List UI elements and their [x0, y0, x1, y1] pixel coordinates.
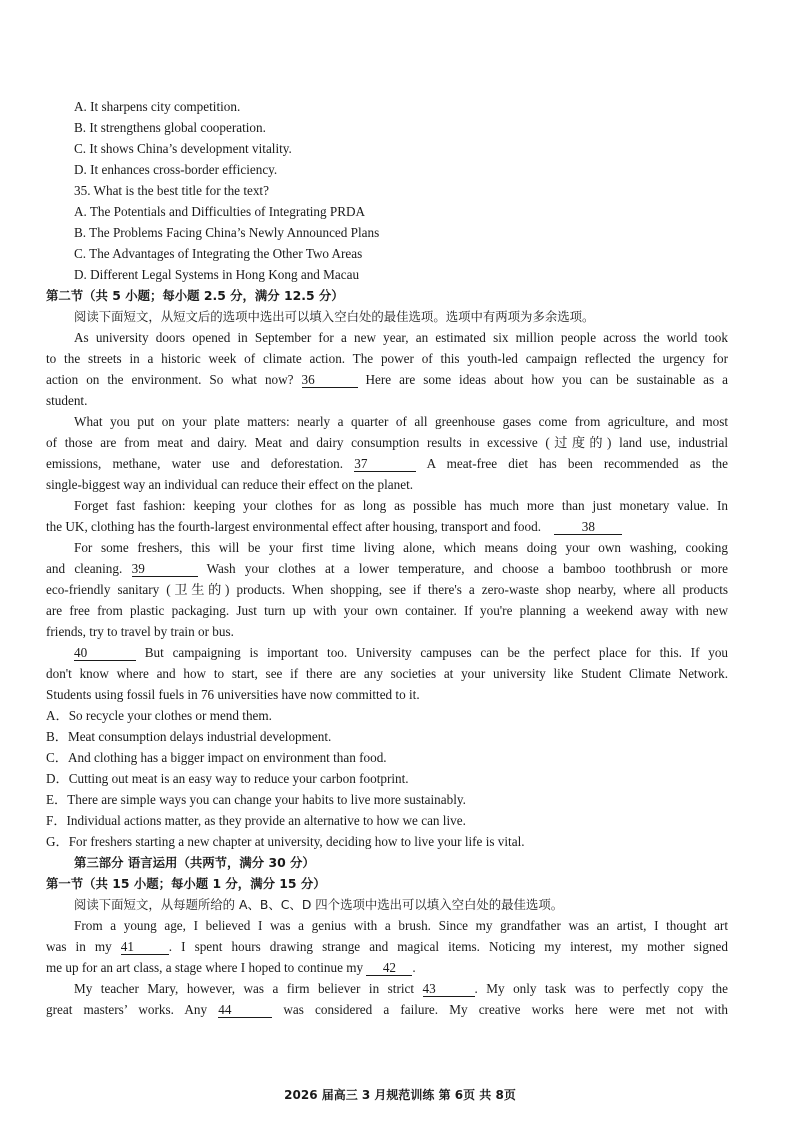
text-line: friends, try to travel by train or bus.: [46, 624, 234, 639]
passage-paragraph-3: [46, 495, 728, 537]
text-line: student.: [46, 393, 88, 408]
text-line: to the streets in a historic week of climate action. The power of this youth-led campaign reflected the urgency for: [46, 351, 728, 366]
blank-36[interactable]: 36: [302, 372, 358, 388]
text-line: great masters’ works. Any 44 was considered a failure. My creative works here were met not with: [46, 1002, 729, 1017]
text-line: single-biggest way an individual can reduce their effect on the planet.: [46, 477, 414, 492]
text-line: From a young age, I believed I was a genius with a brush. Since my grandfather was an artist, I thought art: [74, 918, 728, 933]
text-line: action on the environment. So what now? 36 Here are some ideas about how you can be sustainable as a: [46, 372, 729, 387]
text-line: For some freshers, this will be your first time living alone, which means doing your own washing, cooking: [74, 540, 728, 555]
text-line: the UK, clothing has the fourth-largest environmental effect after housing, transport and food. 38: [46, 516, 728, 537]
q35-option-d: D. Different Legal Systems in Hong Kong and Macau: [74, 267, 360, 282]
text-line: and cleaning. 39 Wash your clothes at a lower temperature, and choose a bamboo toothbrush or more: [46, 561, 729, 576]
q35-stem: 35. What is the best title for the text?: [74, 183, 269, 198]
option-c: C．And clothing has a bigger impact on environment than food.: [46, 750, 387, 765]
option-d: D．Cutting out meat is an easy way to reduce your carbon footprint.: [46, 771, 409, 786]
text-line: eco-friendly sanitary (卫生的) products. When shopping, see if there's a zero-waste shop nearby, where all products: [46, 582, 728, 597]
text-line: emissions, methane, water use and deforestation. 37 A meat-free diet has been recommended as the: [46, 456, 728, 471]
part3-heading: 第三部分 语言运用（共两节，满分 30 分）: [74, 855, 315, 870]
text-line: What you put on your plate matters: nearly a quarter of all greenhouse gases come from agriculture, and most: [74, 414, 728, 429]
q34-option-b: B. It strengthens global cooperation.: [74, 120, 266, 135]
blank-39[interactable]: 39: [132, 561, 198, 577]
q35-option-c: C. The Advantages of Integrating the Other Two Areas: [74, 246, 363, 261]
section2-options: [46, 705, 728, 852]
q34-option-a: A. It sharpens city competition.: [74, 99, 241, 114]
q35-option-a: A. The Potentials and Difficulties of Integrating PRDA: [74, 204, 366, 219]
section2-instruction: 阅读下面短文，从短文后的选项中选出可以填入空白处的最佳选项。选项中有两项为多余选项。: [74, 309, 595, 324]
text-line: 40 But campaigning is important too. University campuses can be the perfect place for this. If you: [74, 645, 729, 660]
part3-instruction: 阅读下面短文，从每题所给的 A、B、C、D 四个选项中选出可以填入空白处的最佳选项。: [74, 897, 564, 912]
text-line: don't know where and how to start, see if there are any societies at your university like Student Climate Network.: [46, 666, 728, 681]
exam-page-content: [46, 96, 729, 1020]
q34-option-d: D. It enhances cross-border efficiency.: [74, 162, 278, 177]
blank-42[interactable]: 42: [366, 960, 412, 976]
passage-paragraph-4: [46, 537, 729, 642]
text-line: My teacher Mary, however, was a firm believer in strict 43 . My only task was to perfectly copy the: [74, 981, 728, 996]
blank-37[interactable]: 37: [354, 456, 416, 472]
option-f: F．Individual actions matter, as they provide an alternative to how we can live.: [46, 813, 466, 828]
option-a: A．So recycle your clothes or mend them.: [46, 708, 272, 723]
passage-paragraph-2: [46, 411, 728, 495]
part3-section1-heading: 第一节（共 15 小题；每小题 1 分，满分 15 分）: [46, 876, 326, 891]
passage-paragraph-1: [46, 327, 729, 411]
q34-option-c: C. It shows China’s development vitality.: [74, 141, 292, 156]
text-line: of those are from meat and dairy. Meat and dairy consumption results in excessive (过度的) land use, industrial: [46, 435, 728, 450]
blank-40[interactable]: 40: [74, 645, 136, 661]
passage-paragraph-5: [46, 642, 729, 705]
cloze-paragraph-1: [46, 915, 728, 978]
option-g: G．For freshers starting a new chapter at university, deciding how to live your life is vital.: [46, 834, 525, 849]
blank-38[interactable]: 38: [554, 519, 622, 535]
option-b: B．Meat consumption delays industrial development.: [46, 729, 332, 744]
page-footer: 2026 届高三 3 月规范训练 第 6页 共 8页: [284, 1088, 516, 1102]
text-line: As university doors opened in September for a new year, an estimated six million people across the world took: [74, 330, 728, 345]
blank-43[interactable]: 43: [423, 981, 475, 997]
q35-option-b: B. The Problems Facing China’s Newly Announced Plans: [74, 225, 380, 240]
text-line: me up for an art class, a stage where I hoped to continue my 42 .: [46, 960, 416, 975]
option-e: E．There are simple ways you can change your habits to live more sustainably.: [46, 792, 466, 807]
blank-44[interactable]: 44: [218, 1002, 272, 1018]
text-line: Forget fast fashion: keeping your clothes for as long as possible has much more than just monetary value. In: [74, 498, 728, 513]
text-line: was in my 41 . I spent hours drawing strange and magical items. Noticing my interest, my mother signed: [46, 939, 728, 954]
cloze-paragraph-2: [46, 978, 729, 1020]
blank-41[interactable]: 41: [121, 939, 169, 955]
text-line: Students using fossil fuels in 76 universities have now committed to it.: [46, 687, 420, 702]
section2-heading: 第二节（共 5 小题；每小题 2.5 分，满分 12.5 分）: [46, 288, 344, 303]
text-line: are free from plastic packaging. Just turn up with your own container. If you're planning a weekend away with new: [46, 603, 728, 618]
